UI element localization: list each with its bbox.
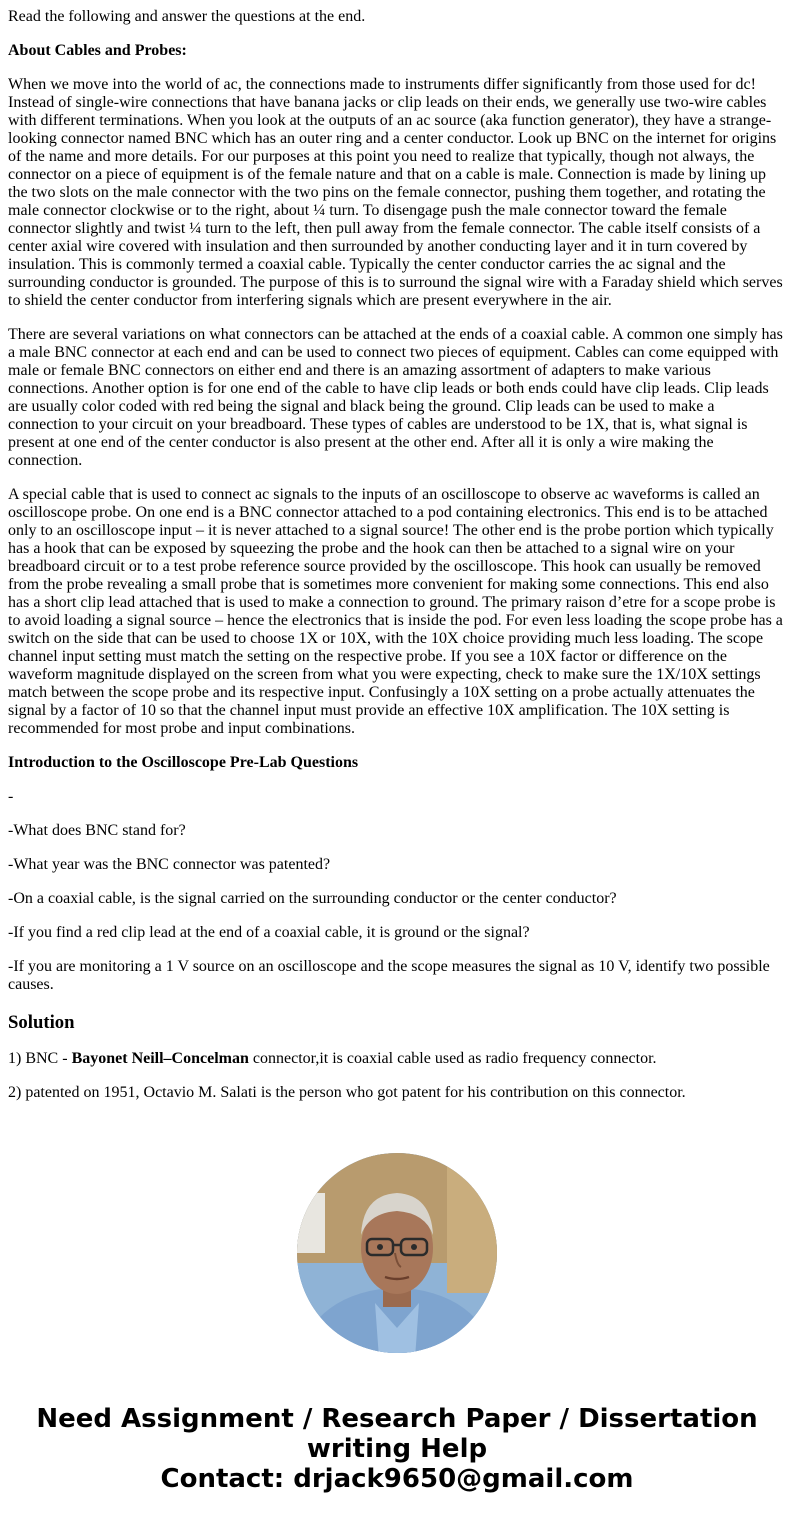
section-heading-prelab: Introduction to the Oscilloscope Pre-Lab Questions	[8, 754, 359, 771]
promo-contact: Contact: drjack9650@gmail.com	[160, 1464, 634, 1494]
question-item: -	[8, 788, 14, 805]
answer-1-term: Bayonet Neill–Concelman	[71, 1050, 249, 1067]
paragraph: When we move into the world of ac, the connections made to instruments differ significantly from those used for dc! Instead of single-wire connections that have banana jacks or clip leads on their ends, we generally use two-wire cables with different terminations. When you look at the outputs of an ac source (aka function generator), they have a strange-looking connector named BNC which has an outer ring and a center conductor. Look up BNC on the internet for origins of the name and more details. For our purposes at this point you need to realize that typically, though not always, the connector on a piece of equipment is of the female nature and that on a cable is male. Connection is made by lining up the two slots on the male connector with the two pins on the female connector, pushing them together, and rotating the male connector clockwise or to the right, about ¼ turn. To disengage push the male connector toward the female connector slightly and twist ¼ turn to the left, then pull away from the female connector. The cable itself consists of a center axial wire covered with insulation and then surrounded by another conducting layer and it in turn covered by insulation. This is commonly termed a coaxial cable. Typically the center conductor carries the ac signal and the surrounding conductor is grounded. The purpose of this is to surround the signal wire with a Faraday shield which serves to shield the center conductor from interfering signals which are present everywhere in the air.	[8, 76, 783, 309]
section-heading-cables: About Cables and Probes:	[8, 42, 187, 59]
question-item: -On a coaxial cable, is the signal carried on the surrounding conductor or the center conductor?	[8, 890, 617, 907]
answer-2: 2) patented on 1951, Octavio M. Salati is the person who got patent for his contribution on this connector.	[8, 1084, 686, 1101]
promo-line-2: writing Help	[306, 1434, 488, 1464]
question-item: -What does BNC stand for?	[8, 822, 186, 839]
intro-text: Read the following and answer the questions at the end.	[8, 8, 366, 25]
answer-1-suffix: connector,it is coaxial cable used as radio frequency connector.	[248, 1050, 657, 1067]
paragraph: There are several variations on what connectors can be attached at the ends of a coaxial cable. A common one simply has a male BNC connector at each end and can be used to connect two pieces of equipment. Cables can come equipped with male or female BNC connectors on either end and there is an amazing assortment of adapters to make various connections. Another option is for one end of the cable to have clip leads or both ends could have clip leads. Clip leads are usually color coded with red being the signal and black being the ground. Clip leads can be used to make a connection to your circuit on your breadboard. These types of cables are understood to be 1X, that is, what signal is present at one end of the center conductor is also present at the other end. After all it is only a wire making the connection.	[8, 326, 783, 469]
paragraph: A special cable that is used to connect ac signals to the inputs of an oscilloscope to observe ac waveforms is called an oscilloscope probe. On one end is a BNC connector attached to a pod containing electronics. This end is to be attached only to an oscilloscope input – it is never attached to a signal source! The other end is the probe portion which typically has a hook that can be exposed by squeezing the probe and the hook can then be attached to a signal wire on your breadboard circuit or to a test probe reference source provided by the oscilloscope. This hook can usually be removed from the probe revealing a small probe that is sometimes more convenient for making some connections. This end also has a short clip lead attached that is used to make a connection to ground. The primary raison d’etre for a scope probe is to avoid loading a signal source – hence the electronics that is inside the pod. For even less loading the scope probe has a switch on the side that can be used to choose 1X or 10X, with the 10X choice providing much less loading. The scope channel input setting must match the setting on the respective probe. If you see a 10X factor or difference on the waveform magnitude displayed on the screen from what you were expecting, check to make sure the 1X/10X settings match between the scope probe and its respective input. Confusingly a 10X setting on a probe actually attenuates the signal by a factor of 10 so that the channel input must provide an effective 10X amplification. The 10X setting is recommended for most probe and input combinations.	[8, 486, 783, 737]
promo-line-1: Need Assignment / Research Paper / Dissertation	[36, 1404, 758, 1434]
solution-heading: Solution	[8, 1012, 75, 1033]
answer-1-prefix: 1) BNC -	[8, 1050, 72, 1067]
author-avatar	[297, 1153, 497, 1353]
answer-1	[8, 1050, 786, 1068]
promo-banner	[0, 1404, 794, 1494]
author-photo-illustration	[297, 1153, 497, 1353]
question-item: -What year was the BNC connector was patented?	[8, 856, 331, 873]
question-item: -If you are monitoring a 1 V source on an oscilloscope and the scope measures the signal as 10 V, identify two possible causes.	[8, 958, 770, 993]
question-item: -If you find a red clip lead at the end of a coaxial cable, it is ground or the signal?	[8, 924, 530, 941]
